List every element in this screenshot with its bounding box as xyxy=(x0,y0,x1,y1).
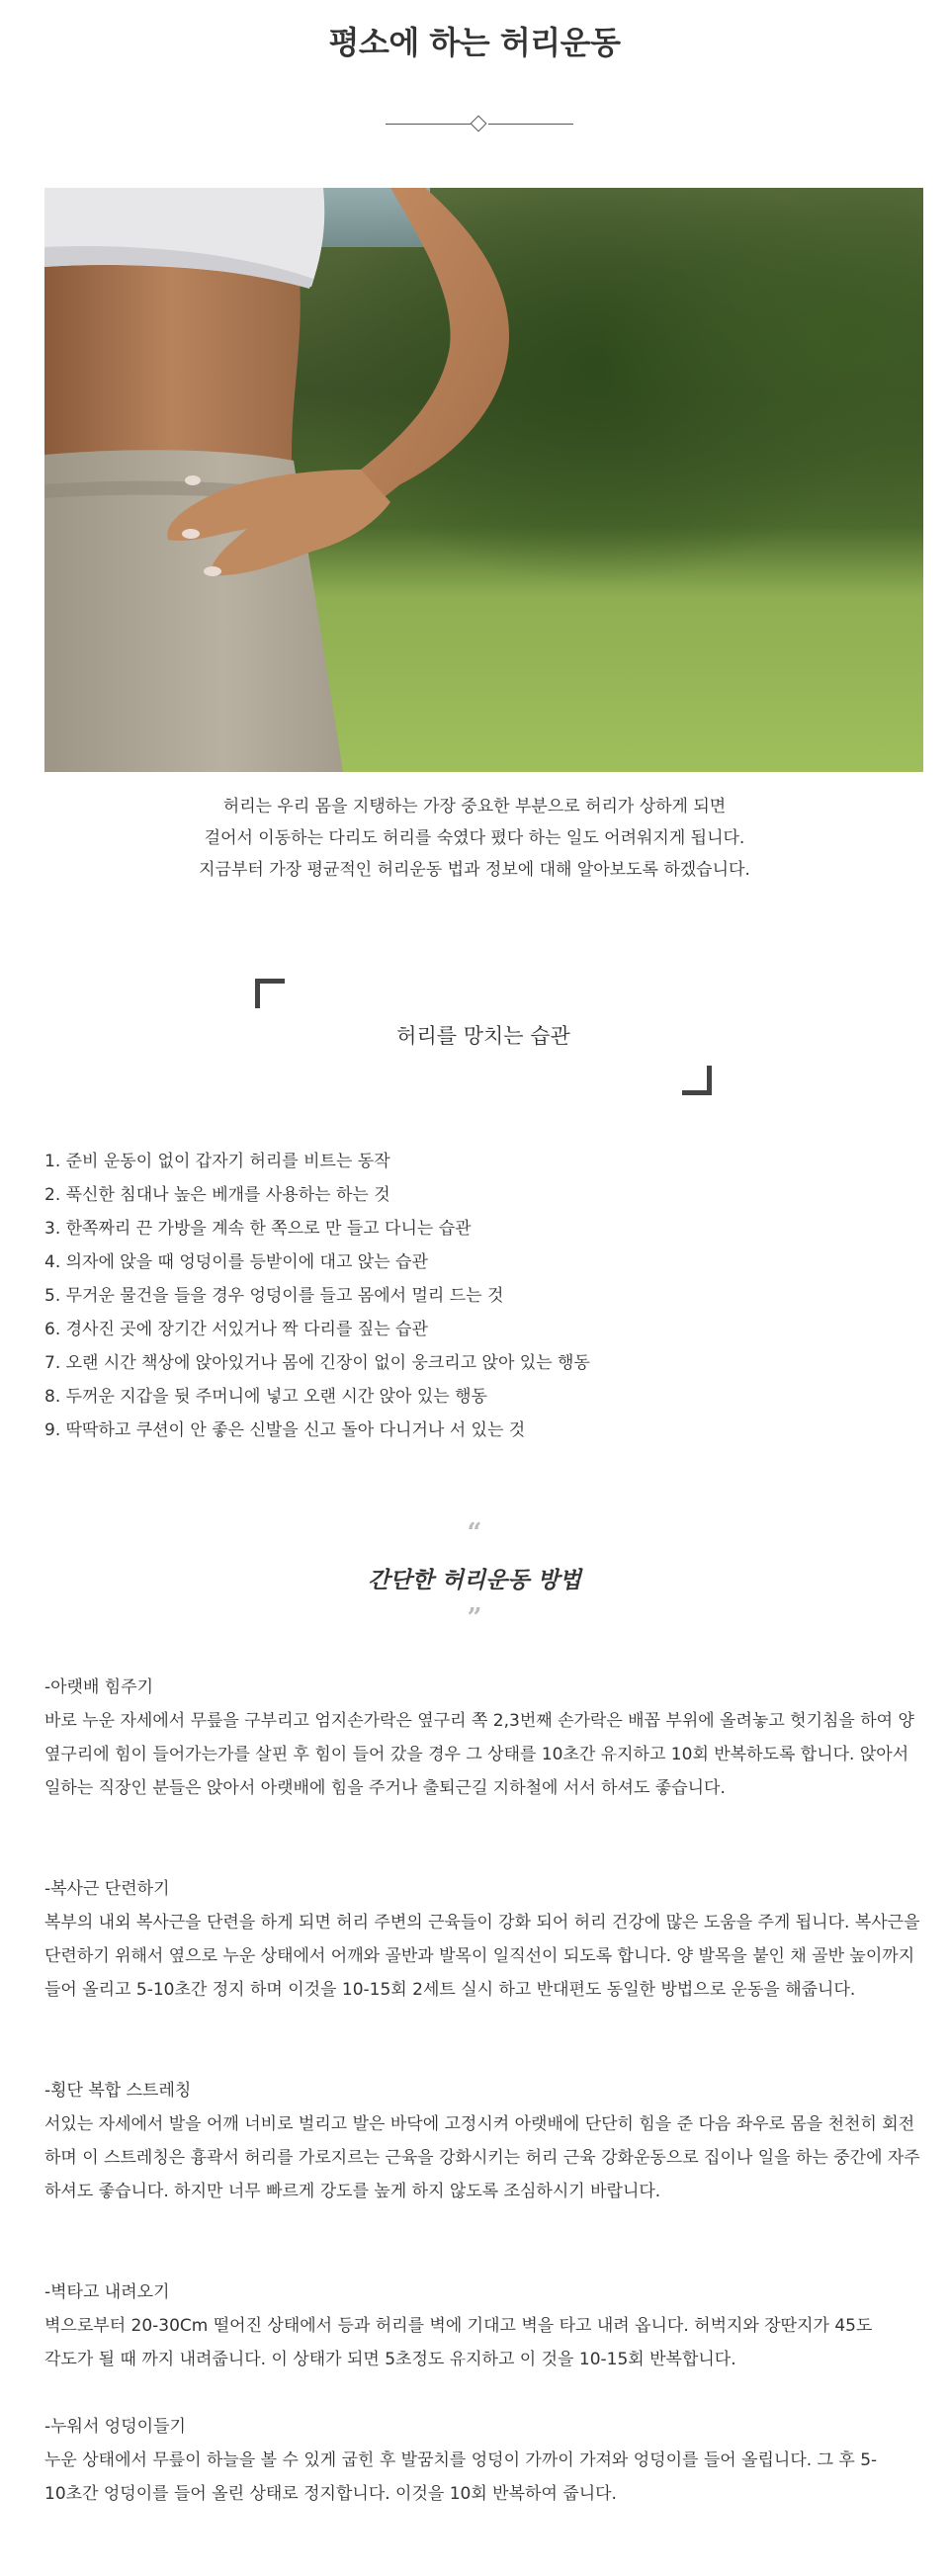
bracket-top-left-icon xyxy=(255,979,285,1008)
divider-line-left xyxy=(386,124,471,125)
method-body: 바로 누운 자세에서 무릎을 구부리고 엄지손가락은 옆구리 쪽 2,3번째 손가락은 배꼽 부위에 올려놓고 헛기침을 하여 양 옆구리에 힘이 들어가는가를 살핀 후 힘이 들어 갔을 경우 그 상태를 10초간 유지하고 10회 반복하도록 합니다. 앉아서 일하는 직장인 분들은 앉아서 아랫배에 힘을 주거나 출퇴근길 지하철에 서서 하셔도 좋습니다. xyxy=(44,1711,914,1798)
intro-line: 지금부터 가장 평균적인 허리운동 법과 정보에 대해 알아보도록 하겠습니다. xyxy=(199,860,750,880)
method-title: -누워서 엉덩이들기 xyxy=(44,2417,186,2437)
method-section xyxy=(44,1872,924,2007)
method-body: 벽으로부터 20-30Cm 떨어진 상태에서 등과 허리를 벽에 기대고 벽을 타고 내려 옵니다. 허벅지와 장딴지가 45도 각도가 될 때 까지 내려줍니다. 이 상태가 되면 5초정도 유지하고 이 것을 10-15회 반복합니다. xyxy=(44,2316,873,2369)
list-item: 1. 준비 운동이 없이 갑자기 허리를 비트는 동작 xyxy=(44,1152,390,1171)
method-title: -벽타고 내려오기 xyxy=(44,2282,170,2302)
open-quote-icon: “ xyxy=(467,1518,482,1548)
close-quote-icon: ” xyxy=(467,1603,482,1633)
method-body: 서있는 자세에서 발을 어깨 너비로 벌리고 발은 바닥에 고정시켜 아랫배에 단단히 힘을 준 다음 좌우로 몸을 천천히 회전 하며 이 스트레칭은 흉곽서 허리를 가로지르는 근육을 강화시키는 허리 근육 강화운동으로 집이나 일을 하는 중간에 자주 하셔도 좋습니다. 하지만 너무 빠르게 강도를 높게 하지 않도록 조심하시기 바랍니다. xyxy=(44,2114,920,2201)
methods-heading: 간단한 허리운동 방법 xyxy=(368,1567,581,1593)
habits-list xyxy=(44,1145,590,1447)
method-section xyxy=(44,2074,924,2208)
method-body: 누운 상태에서 무릎이 하늘을 볼 수 있게 굽힌 후 발꿈치를 엉덩이 가까이 가져와 엉덩이를 들어 올립니다. 그 후 5-10초간 엉덩이를 들어 올린 상태로 정지합니다. 이것을 10회 반복하여 줍니다. xyxy=(44,2450,878,2504)
divider-diamond-icon xyxy=(471,116,487,132)
intro-text xyxy=(0,791,949,886)
method-body: 복부의 내외 복사근을 단련을 하게 되면 허리 주변의 근육들이 강화 되어 허리 건강에 많은 도움을 주게 됩니다. 복사근을 단련하기 위해서 옆으로 누운 상태에서 어깨와 골반과 발목이 일직선이 되도록 합니다. 양 발목을 붙인 채 골반 높이까지 들어 올리고 5-10초간 정지 하며 이것을 10-15회 2세트 실시 하고 반대편도 동일한 방법으로 운동을 해줍니다. xyxy=(44,1913,920,2000)
list-item: 9. 딱딱하고 쿠션이 안 좋은 신발을 신고 돌아 다니거나 서 있는 것 xyxy=(44,1420,526,1440)
list-item: 4. 의자에 앉을 때 엉덩이를 등받이에 대고 앉는 습관 xyxy=(44,1252,428,1272)
title-divider xyxy=(386,115,573,134)
method-title: -횡단 복합 스트레칭 xyxy=(44,2081,192,2101)
list-item: 6. 경사진 곳에 장기간 서있거나 짝 다리를 짚는 습관 xyxy=(44,1320,428,1339)
method-section xyxy=(44,2275,924,2376)
list-item: 7. 오랜 시간 책상에 앉아있거나 몸에 긴장이 없이 웅크리고 앉아 있는 행동 xyxy=(44,1353,590,1373)
list-item: 3. 한쪽짜리 끈 가방을 계속 한 쪽으로 만 들고 다니는 습관 xyxy=(44,1219,472,1239)
intro-line: 허리는 우리 몸을 지탱하는 가장 중요한 부분으로 허리가 상하게 되면 xyxy=(222,797,727,816)
habits-heading-box xyxy=(255,979,712,1095)
method-section xyxy=(44,2410,924,2511)
method-title: -복사근 단련하기 xyxy=(44,1879,170,1899)
list-item: 5. 무거운 물건을 들을 경우 엉덩이를 들고 몸에서 멀리 드는 것 xyxy=(44,1286,504,1306)
intro-line: 걸어서 이동하는 다리도 허리를 숙였다 폈다 하는 일도 어려워지게 됩니다. xyxy=(204,828,745,848)
method-title: -아랫배 힘주기 xyxy=(44,1677,154,1697)
divider-line-right xyxy=(488,124,573,125)
waist-hand-on-hip-photo-icon xyxy=(44,188,923,772)
habits-heading: 허리를 망치는 습관 xyxy=(396,1024,570,1048)
hero-image xyxy=(44,188,923,772)
list-item: 8. 두꺼운 지갑을 뒷 주머니에 넣고 오랜 시간 앉아 있는 행동 xyxy=(44,1387,487,1407)
list-item: 2. 푹신한 침대나 높은 베개를 사용하는 하는 것 xyxy=(44,1185,390,1205)
bracket-bottom-right-icon xyxy=(682,1066,712,1095)
page-title: 평소에 하는 허리운동 xyxy=(328,24,621,61)
method-section xyxy=(44,1671,924,1805)
